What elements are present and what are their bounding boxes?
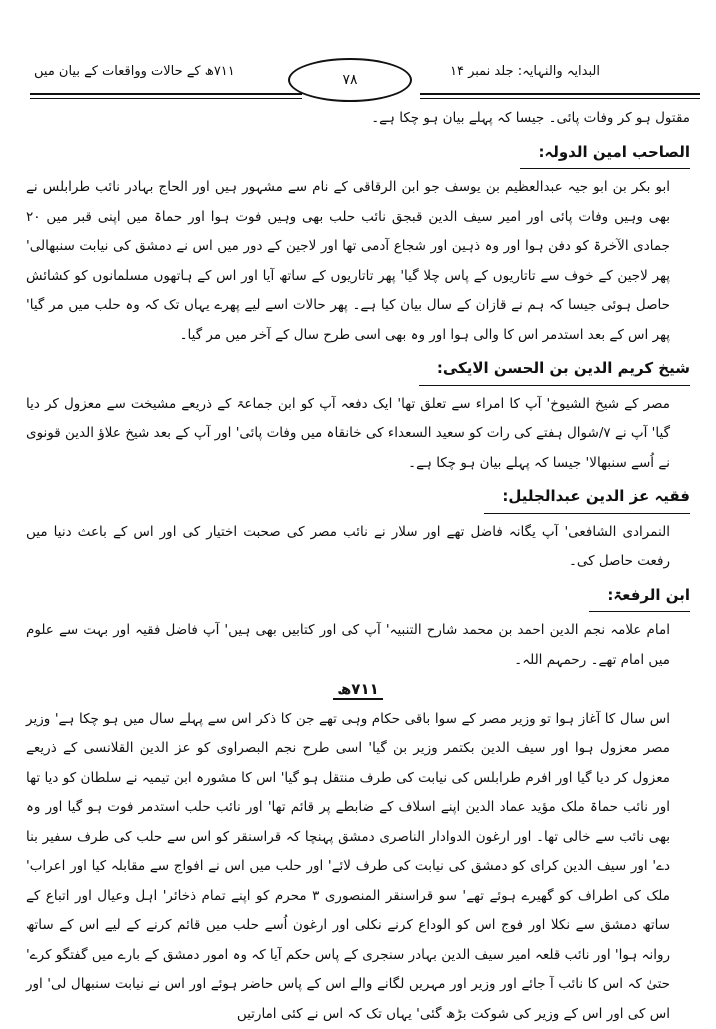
opening-line: مقتول ہو کر وفات پائی۔ جیسا کہ پہلے بیان ہو چکا ہے۔ xyxy=(26,104,690,134)
header-rule-left xyxy=(30,93,302,99)
section-paragraph: ابو بکر بن ابو جیہ عبدالعظیم بن یوسف جو ابن الرقاقی کے نام سے مشہور ہیں اور الحاج بہادر نائب طرابلس نے بھی وہیں وفات پائی اور امیر سیف الدین قبجق نائب حلب بھی وہیں فوت ہوا اور حماۃ میں اپنی قبر میں ۲۰ جمادی الآخرۃ کو دفن ہوا اور وہ ذہین اور شجاع آدمی تھا اور لاجین کے دور میں اس نے دمشق کی نیابت سنبھالی' پھر لاجین کے خوف سے تاتاریوں کے پاس چلا گیا' پھر تاتاریوں کے ساتھ آیا اور اس کے ہاتھوں مسلمانوں کو کشائش حاصل ہوئی جیسا کہ ہم نے قازان کے سال بیان کیا ہے۔ پھر حالات اسے لیے پھرے یہاں تک کہ وہ حلب میں مر گیا' پھر اس کے بعد استدمر اس کا والی ہوا اور وہ بھی اسی طرح سال کے آخر میں مر گیا۔ xyxy=(26,173,690,350)
section-heading: الصاحب امین الدولہ: xyxy=(520,138,690,170)
section-paragraph: مصر کے شیخ الشیوخ' آپ کا امراء سے تعلق تھا' ایک دفعہ آپ کو ابن جماعۃ کے ذریعے مشیخت سے معزول کر دیا گیا' آپ نے ۷/شوال ہفتے کی رات کو سعید السعداء کی خانقاہ میں وفات پائی' اور آپ کے بعد شیخ علاؤ الدین قونوی نے اُسے سنبھالا' جیسا کہ پہلے بیان ہو چکا ہے۔ xyxy=(26,390,690,479)
page-body xyxy=(26,104,690,1029)
section-heading: ابن الرفعۃ: xyxy=(589,581,690,613)
section-paragraph: النمرادی الشافعی' آپ یگانہ فاضل تھے اور سلار نے نائب مصر کی صحبت اختیار کی اور اس کے باعث دنیا میں رفعت حاصل کی۔ xyxy=(26,518,690,577)
section-heading: شیخ کریم الدین بن الحسن الایکی: xyxy=(419,354,690,386)
section-heading: فقیہ عز الدین عبدالجلیل: xyxy=(484,482,690,514)
running-section-title: ۷۱۱ھ کے حالات وواقعات کے بیان میں xyxy=(34,64,235,79)
running-header xyxy=(30,56,700,102)
book-title: البدایہ والنہایہ: جلد نمبر ۱۴ xyxy=(450,64,600,79)
section-karim-al-din xyxy=(26,350,690,478)
year-paragraph: اس سال کا آغاز ہوا تو وزیر مصر کے سوا باقی حکام وہی تھے جن کا ذکر اس سے پہلے سال میں ہو چکا ہے' وزیر مصر معزول ہوا اور سیف الدین بکتمر وزیر بن گیا' اسی طرح نجم البصراوی کو عز الدین القلانسی کے ذریعے معزول کر دیا گیا اور افرم طرابلس کی نیابت کی طرف منتقل ہو گیا' اس کا مشورہ ابن تیمیہ نے سلطان کو دیا تھا اور نائب حماۃ ملک مؤید عماد الدین اپنے اسلاف کے ضابطے پر قائم تھا' اور نائب حلب استدمر فوت ہو گیا اور وہ بھی نائب سے خالی تھا۔ اور ارغون الدوادار الناصری دمشق پہنچا کہ قراسنقر کو اس سے حلب کی طرف سفیر بنا دے' اور سیف الدین کرای کو دمشق کی نیابت کی طرف لائے' اور حلب میں اس نے افواج سے مقابلہ کیا اور اعراب' ملک کی اطراف کو گھیرے ہوئے تھے' سو قراسنقر المنصوری ۳ محرم کو اپنے تمام ذخائر' اہل وعیال اور اتباع کے ساتھ دمشق سے نکلا اور فوج اس کو الوداع کرنے نکلی اور ارغون اُسے حلب میں قائم کرنے کے لیے اس کے ساتھ روانہ ہوا' اور نائب قلعہ امیر سیف الدین بہادر سنجری کے پاس حکم آیا کہ وہ امور دمشق کے بارے میں گفتگو کرے' حتیٰ کہ اس کا نائب آ جائے اور وزیر اور مہریں لگانے والے اس کے پاس حاضر ہوئے اور اس نے نیابت سنبھال لی' اور اس کی اور اس کے وزیر کی شوکت بڑھ گئی' یہاں تک کہ اس نے کئی امارتیں xyxy=(26,705,690,1029)
section-paragraph: امام علامہ نجم الدین احمد بن محمد شارح التنبیہ' آپ کی اور کتابیں بھی ہیں' آپ فاضل فقیہ اور بہت سے علوم میں امام تھے۔ رحمہم اللہ۔ xyxy=(26,616,690,675)
header-rule-right xyxy=(420,93,700,99)
year-heading-text: ۷۱۱ھ xyxy=(333,680,383,700)
year-heading xyxy=(26,675,690,705)
page-number: ۷۸ xyxy=(288,58,412,102)
section-amin-al-dawla xyxy=(26,134,690,351)
section-izz-al-din xyxy=(26,478,690,577)
section-ibn-al-rifa xyxy=(26,577,690,676)
